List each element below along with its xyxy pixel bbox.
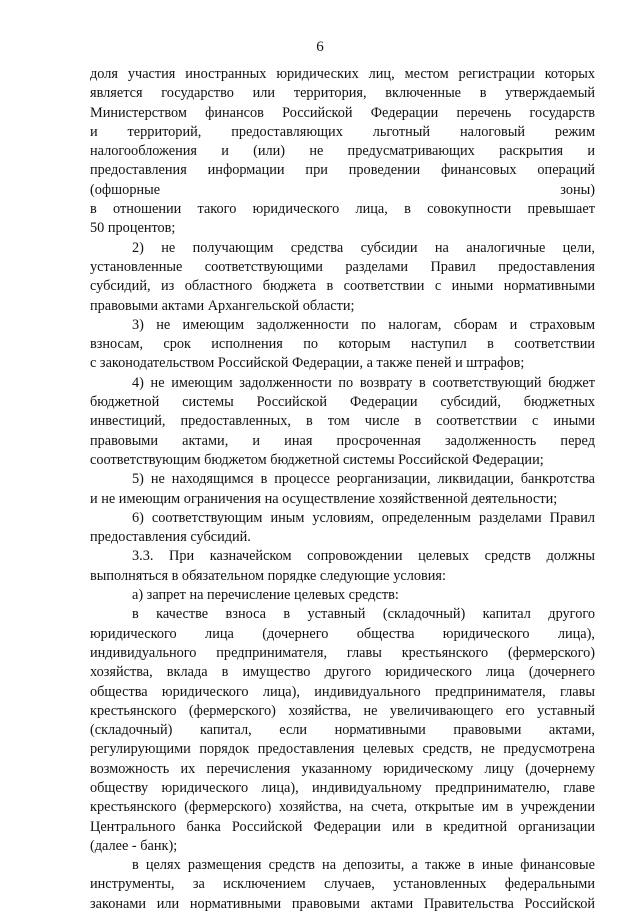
text-line: Центрального банка Российской Федерации или в кредитной организации <box>90 818 595 835</box>
text-line: бюджетной системы Российской Федерации субсидий, бюджетных <box>90 394 595 411</box>
text-line: предоставления субсидий. <box>90 529 251 546</box>
text-line: доля участия иностранных юридических лиц, местом регистрации которых <box>90 66 595 82</box>
text-line: правовыми актами Архангельской области; <box>90 297 355 314</box>
text-line: выполняться в обязательном порядке следующие условия: <box>90 567 446 584</box>
text-line: 6) соответствующим иным условиям, определенным разделами Правил <box>132 509 595 526</box>
text-line: установленные соответствующими разделами Правил предоставления <box>90 258 595 275</box>
page-number: 6 <box>316 39 324 55</box>
text-line: общества юридического лица), индивидуального предпринимателя, главы <box>90 683 595 700</box>
text-line: возможность их перечисления указанному юридическому лицу (дочернему <box>90 760 595 777</box>
text-line: (офшорные зоны) <box>90 181 595 198</box>
text-line: инвестиций, предоставленных, в том числе в соответствии с иными <box>90 413 595 430</box>
text-line: правовыми актами, и иная просроченная задолженность перед <box>90 432 595 449</box>
text-line: в отношении такого юридического лица, в совокупности превышает <box>90 201 595 218</box>
text-line: Министерством финансов Российской Федерации перечень государств <box>90 104 595 121</box>
text-line: обществу юридического лица), индивидуальному предпринимателю, главе <box>90 779 595 796</box>
text-line: 3.3. При казначейском сопровождении целевых средств должны <box>132 548 595 565</box>
text-line: и территорий, предоставляющих льготный налоговый режим <box>90 123 595 140</box>
text-line: 50 процентов; <box>90 220 176 237</box>
text-line: 5) не находящимся в процессе реорганизации, ликвидации, банкротства <box>132 471 595 488</box>
text-line: законами или нормативными правовыми актами Правительства Российской <box>90 895 595 912</box>
text-line: налогообложения и (или) не предусматривающих раскрытия и <box>90 143 595 160</box>
text-line: хозяйства, вклада в имущество другого юридического лица (дочернего <box>90 664 595 681</box>
text-line: крестьянского (фермерского) хозяйства, не увеличивающего его уставный <box>90 702 595 719</box>
text-line: (далее - банк); <box>90 837 178 854</box>
text-line: и не имеющим ограничения на осуществление хозяйственной деятельности; <box>90 490 558 507</box>
text-line: субсидий, из областного бюджета в соответствии с иными нормативными <box>90 278 595 295</box>
text-line: в качестве взноса в уставный (складочный) капитал другого <box>132 606 595 623</box>
text-line: является государство или территория, включенные в утверждаемый <box>90 85 595 102</box>
text-line: соответствующим бюджетом бюджетной системы Российской Федерации; <box>90 451 544 468</box>
text-line: в целях размещения средств на депозиты, а также в иные финансовые <box>132 857 595 874</box>
document-body <box>90 65 595 914</box>
text-line: крестьянского (фермерского) хозяйства, на счета, открытые им в учреждении <box>90 799 595 816</box>
text-line: 3) не имеющим задолженности по налогам, сборам и страховым <box>132 316 595 333</box>
text-line: регулирующими порядок предоставления целевых средств, не предусмотрена <box>90 741 595 758</box>
text-line: 4) не имеющим задолженности по возврату в соответствующий бюджет <box>132 374 595 391</box>
text-line: (складочный) капитал, если нормативными правовыми актами, <box>90 722 595 739</box>
text-line: а) запрет на перечисление целевых средств: <box>132 587 399 604</box>
text-line: индивидуального предпринимателя, главы крестьянского (фермерского) <box>90 644 595 661</box>
text-line: инструменты, за исключением случаев, установленных федеральными <box>90 876 595 893</box>
text-line: взносам, срок исполнения по которым наступил в соответствии <box>90 336 595 353</box>
text-line: предоставления информации при проведении финансовых операций <box>90 162 595 179</box>
text-line: с законодательством Российской Федерации, а также пеней и штрафов; <box>90 355 525 372</box>
text-line: юридического лица (дочернего общества юридического лица), <box>90 625 595 642</box>
text-line: 2) не получающим средства субсидии на аналогичные цели, <box>132 239 595 256</box>
